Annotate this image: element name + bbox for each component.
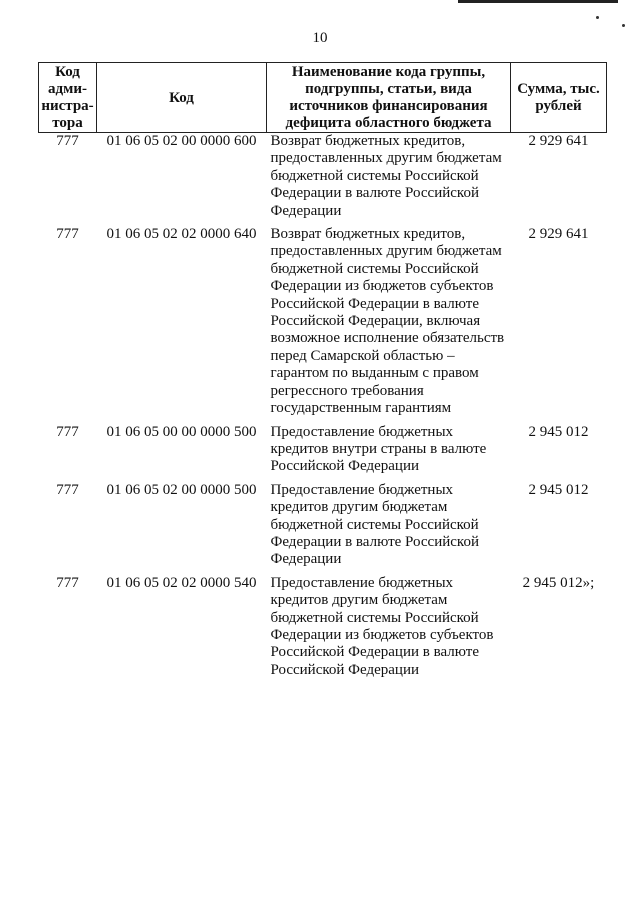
scan-speck [622,24,625,27]
header-code: Код [97,63,267,133]
table-row [39,424,607,482]
cell-name: Возврат бюджетных кредитов, предоставленных другим бюджетам бюджетной системы Российской Федерации из бюджетов субъектов Российской Федерации в валюте Российской Федерации, включая возможное исполнение обязательств перед Самарской областью – гарантом по выданным с правом регрессного требования государственным гарантиям [270,226,505,417]
cell-code: 01 06 05 02 02 0000 540 [106,574,257,591]
page-number: 10 [312,30,328,46]
top-edge-line [458,0,618,7]
cell-code: 01 06 05 02 00 0000 500 [106,481,257,498]
budget-sources-table [38,62,606,685]
table-row [39,133,607,227]
cell-code: 01 06 05 02 02 0000 640 [106,226,257,243]
cell-sum: 2 945 012 [528,423,589,440]
cell-name: Предоставление бюджетных кредитов другим бюджетам бюджетной системы Российской Федерации в валюте Российской Федерации [270,481,479,568]
scan-speck [596,16,599,19]
cell-admin: 777 [56,423,79,440]
table-row [39,482,607,575]
header-name: Наименование кода группы, подгруппы, статьи, вида источников финансирования дефицита областного бюджета [267,63,511,133]
cell-name: Предоставление бюджетных кредитов другим бюджетам бюджетной системы Российской Федерации из бюджетов субъектов Российской Федерации в валюте Российской Федерации [270,574,494,678]
cell-code: 01 06 05 02 00 0000 600 [106,133,257,149]
table-row [39,575,607,685]
cell-code: 01 06 05 00 00 0000 500 [106,423,257,440]
table-row [39,226,607,423]
cell-sum: 2 945 012»; [522,574,595,591]
cell-sum: 2 945 012 [528,481,589,498]
cell-name: Возврат бюджетных кредитов, предоставленных другим бюджетам бюджетной системы Российской Федерации в валюте Российской Федерации [270,133,502,219]
cell-admin: 777 [56,226,79,243]
header-admin-code: Код адми-нистра-тора [39,63,97,133]
cell-sum: 2 929 641 [528,133,589,149]
cell-sum: 2 929 641 [528,226,589,243]
cell-admin: 777 [56,133,79,149]
cell-admin: 777 [56,481,79,498]
table-header-row [39,63,607,133]
header-sum: Сумма, тыс. рублей [511,63,607,133]
cell-admin: 777 [56,574,79,591]
cell-name: Предоставление бюджетных кредитов внутри страны в валюте Российской Федерации [270,423,487,475]
